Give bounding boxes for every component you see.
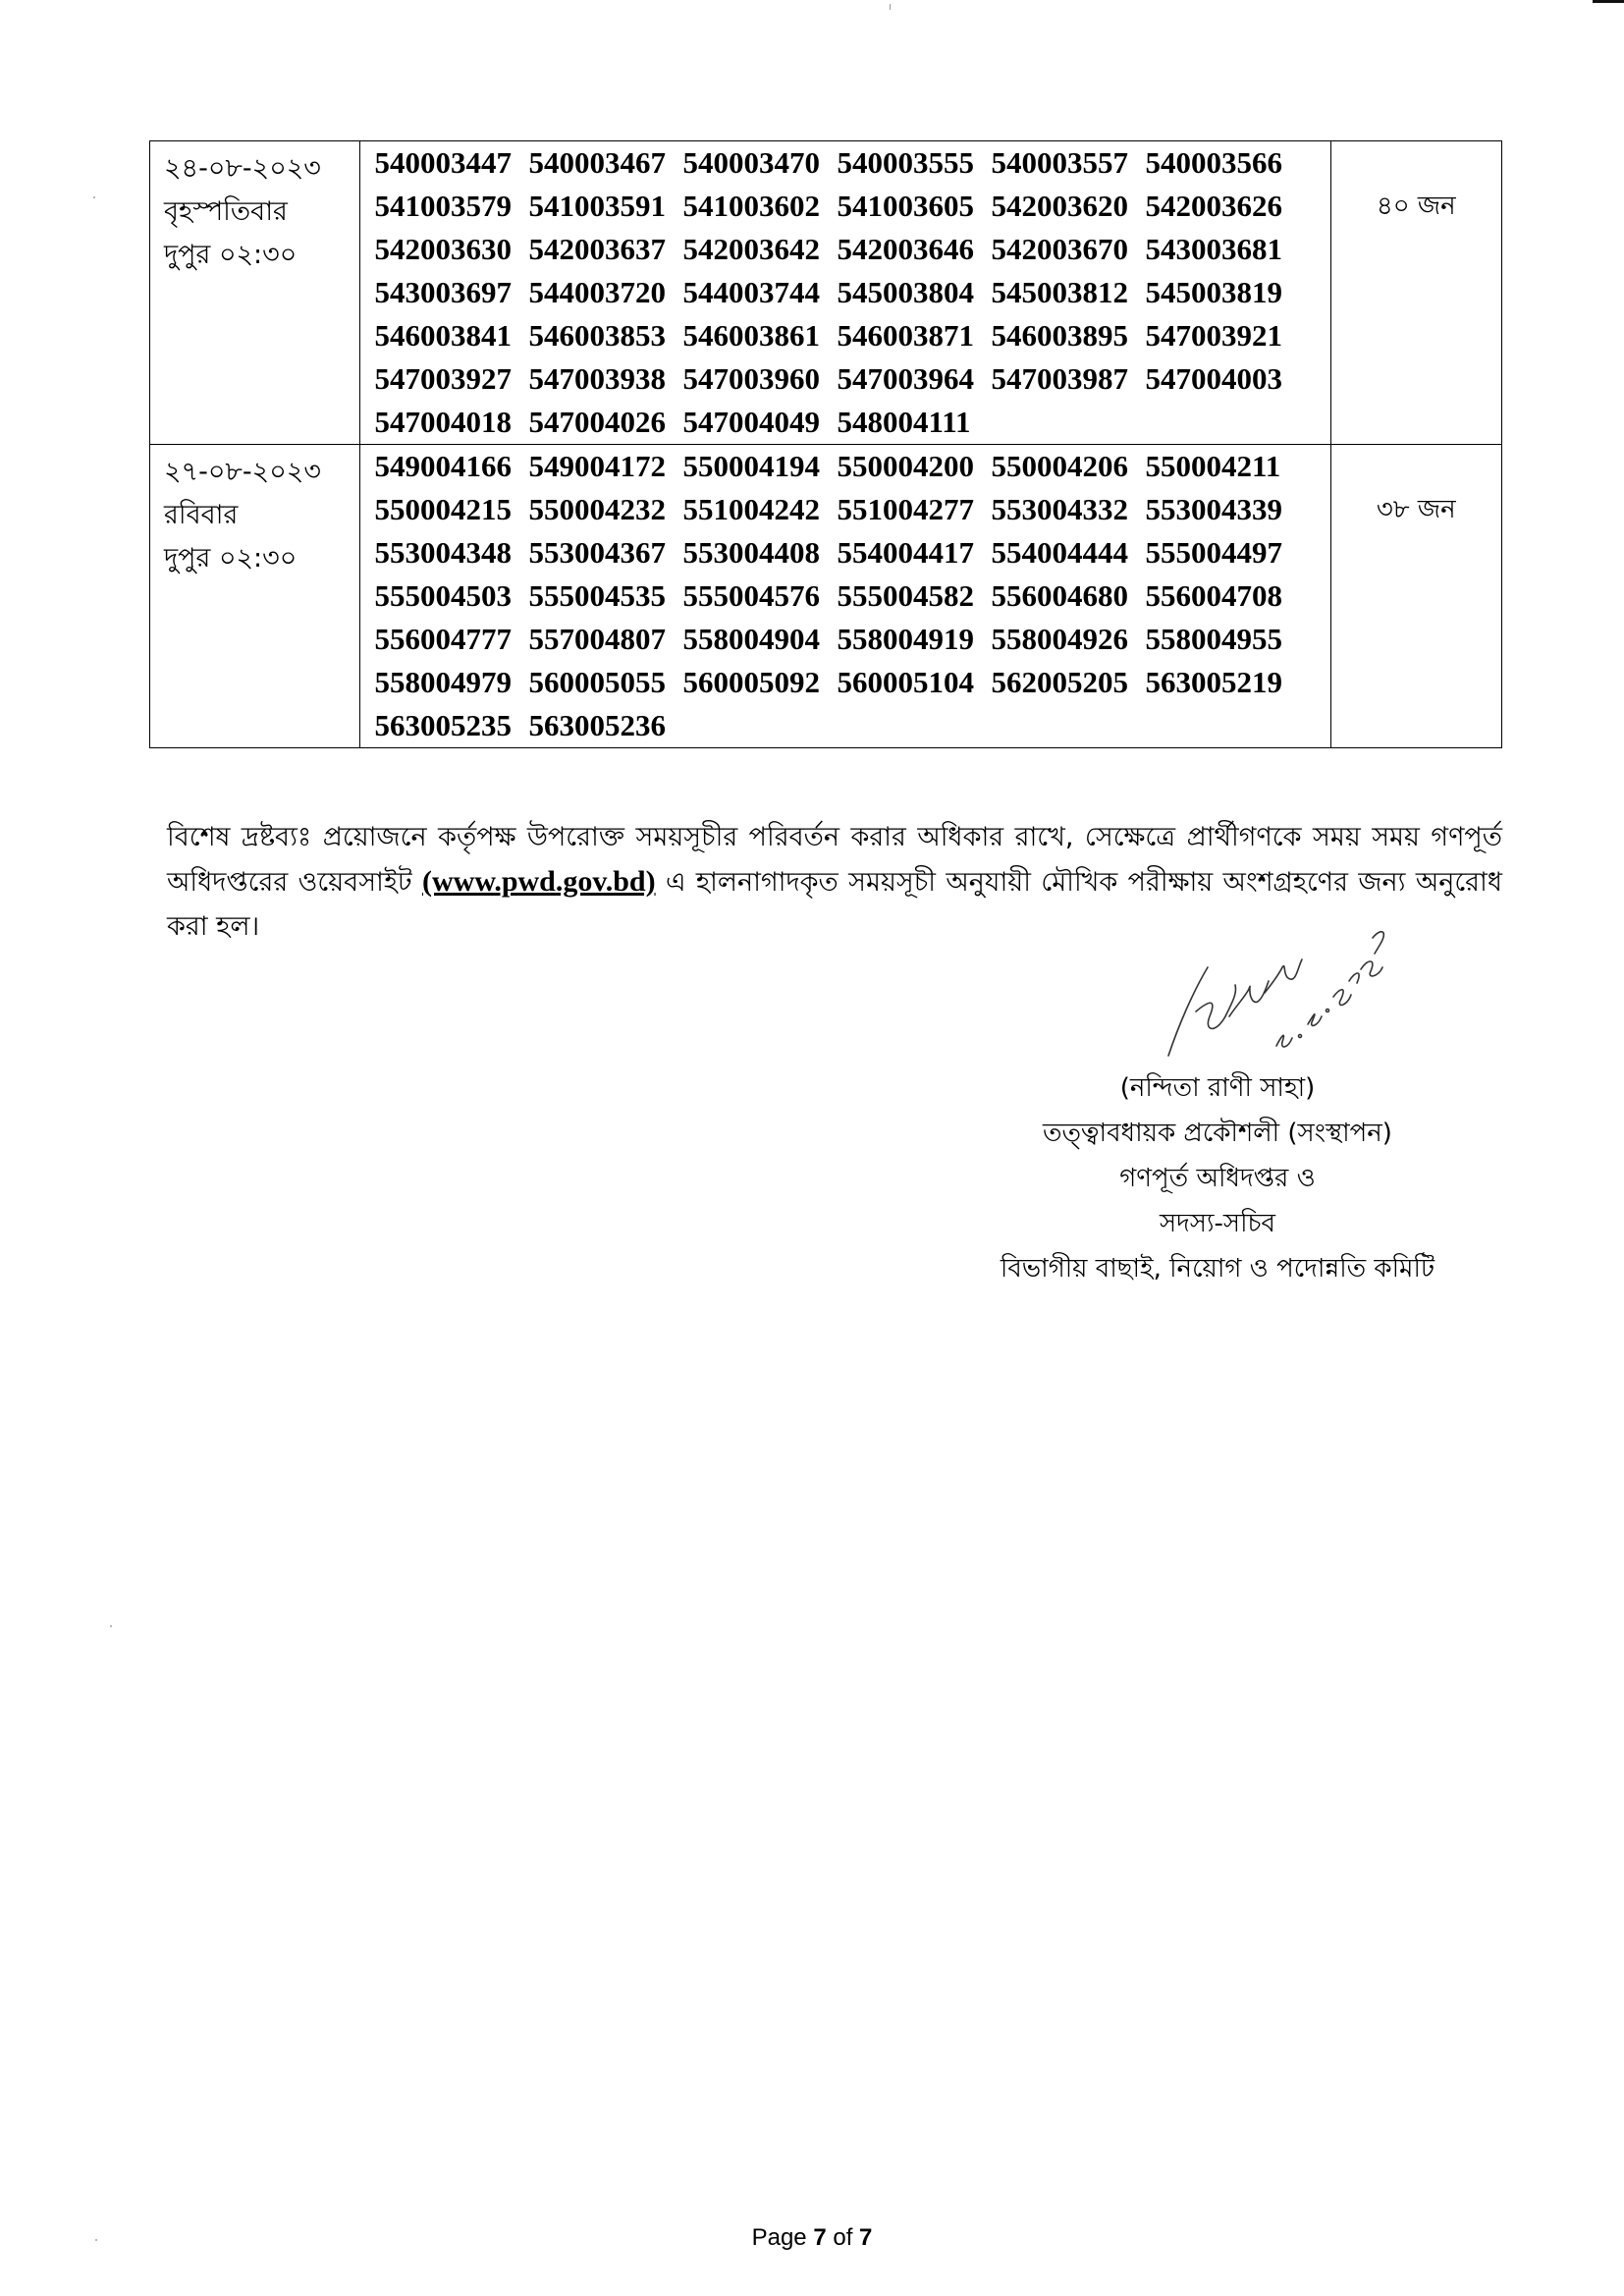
- roll-number: 563005219: [1145, 665, 1282, 699]
- roll-number: 542003626: [1145, 189, 1282, 223]
- roll-number-list: [374, 445, 1336, 747]
- roll-number: 546003853: [528, 318, 666, 353]
- roll-number: 546003861: [682, 318, 820, 353]
- roll-number: 545003804: [837, 275, 974, 309]
- roll-numbers-cell: [360, 141, 1330, 445]
- schedule-time: দুপুর ০২:৩০: [164, 543, 298, 574]
- roll-number: 553004408: [682, 535, 820, 570]
- roll-number: 540003555: [837, 145, 974, 180]
- roll-number: 553004339: [1145, 492, 1282, 526]
- roll-number: 557004807: [528, 622, 666, 656]
- roll-number: 550004194: [682, 449, 820, 483]
- roll-number: 545003819: [1145, 275, 1282, 309]
- roll-number: 543003681: [1145, 232, 1282, 266]
- roll-numbers-cell: [360, 445, 1330, 748]
- signatory-role: সদস্য-সচিব: [1159, 1209, 1276, 1238]
- roll-number: 542003642: [682, 232, 820, 266]
- roll-number: 560005104: [837, 665, 974, 699]
- roll-number: 540003566: [1145, 145, 1282, 180]
- signatory-designation: তত্ত্বাবধায়ক প্রকৌশলী (সংস্থাপন): [1043, 1119, 1392, 1148]
- scan-artifact: [110, 1625, 112, 1627]
- roll-number: 542003670: [991, 232, 1128, 266]
- roll-number: 554004417: [837, 535, 974, 570]
- signatory-office: গণপূর্ত অধিদপ্তর ও: [1119, 1164, 1316, 1193]
- schedule-day: রবিবার: [164, 500, 239, 530]
- roll-number: 542003646: [837, 232, 974, 266]
- roll-number: 558004979: [374, 665, 512, 699]
- roll-number: 541003605: [837, 189, 974, 223]
- roll-number: 550004206: [991, 449, 1128, 483]
- roll-number: 547004049: [682, 405, 820, 439]
- roll-number: 547004003: [1145, 361, 1282, 396]
- website-link[interactable]: (www.pwd.gov.bd): [422, 865, 656, 898]
- roll-number: 545003812: [991, 275, 1128, 309]
- page-footer: [0, 2223, 1624, 2253]
- roll-number: 548004111: [837, 405, 971, 439]
- schedule-row: [150, 445, 1502, 748]
- roll-number: 540003557: [991, 145, 1128, 180]
- signatory-block: [933, 1066, 1502, 1291]
- roll-number: 547003964: [837, 361, 974, 396]
- current-page-number: 7: [813, 2224, 827, 2251]
- roll-number: 549004172: [528, 449, 666, 483]
- roll-number: 547003987: [991, 361, 1128, 396]
- roll-number: 553004367: [528, 535, 666, 570]
- roll-number: 553004332: [991, 492, 1128, 526]
- roll-number: 542003630: [374, 232, 512, 266]
- roll-number: 547004018: [374, 405, 512, 439]
- schedule-time: দুপুর ০২:৩০: [164, 240, 298, 270]
- roll-number: 540003467: [528, 145, 666, 180]
- roll-number: 551004277: [837, 492, 974, 526]
- roll-number: 547003927: [374, 361, 512, 396]
- page-label: Page: [751, 2224, 807, 2251]
- roll-number: 555004535: [528, 578, 666, 613]
- schedule-day: বৃহস্পতিবার: [164, 196, 288, 227]
- handwritten-signature: [1139, 899, 1394, 1075]
- roll-number: 560005055: [528, 665, 666, 699]
- roll-number: 555004497: [1145, 535, 1282, 570]
- scan-artifact: [890, 4, 891, 10]
- candidate-count: ৩৮ জন: [1330, 445, 1501, 748]
- candidate-count: ৪০ জন: [1330, 141, 1501, 445]
- of-label: of: [833, 2224, 853, 2251]
- signatory-committee: বিভাগীয় বাছাই, নিয়োগ ও পদোন্নতি কমিটি: [1000, 1254, 1435, 1284]
- roll-number: 562005205: [991, 665, 1128, 699]
- interview-schedule-table: [149, 140, 1502, 748]
- roll-number: 563005236: [528, 708, 666, 742]
- schedule-date-cell: [150, 445, 360, 748]
- roll-number: 555004503: [374, 578, 512, 613]
- roll-number: 540003470: [682, 145, 820, 180]
- scan-artifact: [93, 196, 95, 198]
- roll-number-list: [374, 141, 1336, 444]
- roll-number: 550004211: [1145, 449, 1281, 483]
- total-page-count: 7: [859, 2224, 873, 2251]
- schedule-date: ২৭-০৮-২০২৩: [164, 457, 321, 487]
- roll-number: 542003637: [528, 232, 666, 266]
- roll-number: 550004200: [837, 449, 974, 483]
- roll-number: 541003602: [682, 189, 820, 223]
- schedule-date-cell: [150, 141, 360, 445]
- roll-number: 550004232: [528, 492, 666, 526]
- roll-number: 563005235: [374, 708, 512, 742]
- roll-number: 547003960: [682, 361, 820, 396]
- roll-number: 546003895: [991, 318, 1128, 353]
- note-text-continued: এ হালনাগাদকৃত সময়সূচী অনুযায়ী মৌখিক পরীক্ষায় অংশগ্রহণের জন্য অনুরোধ করা হল।: [167, 867, 1502, 942]
- roll-number: 555004582: [837, 578, 974, 613]
- roll-number: 547004026: [528, 405, 666, 439]
- roll-number: 540003447: [374, 145, 512, 180]
- note-text: বিশেষ দ্রষ্টব্যঃ প্রয়োজনে কর্তৃপক্ষ উপরোক্ত সময়সূচীর পরিবর্তন করার অধিকার রাখে, সেক্ষেত্রে প্রার্থীগণকে সময় সময় গণপূর্ত অধিদপ্তরের ওয়েবসাইট: [167, 822, 1502, 898]
- roll-number: 549004166: [374, 449, 512, 483]
- signatory-name: (নন্দিতা রাণী সাহা): [1119, 1073, 1316, 1103]
- roll-number: 544003744: [682, 275, 820, 309]
- roll-number: 556004777: [374, 622, 512, 656]
- roll-number: 558004904: [682, 622, 820, 656]
- roll-number: 543003697: [374, 275, 512, 309]
- roll-number: 553004348: [374, 535, 512, 570]
- schedule-date: ২৪-০৮-২০২৩: [164, 153, 321, 184]
- roll-number: 555004576: [682, 578, 820, 613]
- roll-number: 558004926: [991, 622, 1128, 656]
- roll-number: 541003591: [528, 189, 666, 223]
- roll-number: 554004444: [991, 535, 1128, 570]
- roll-number: 544003720: [528, 275, 666, 309]
- roll-number: 551004242: [682, 492, 820, 526]
- roll-number: 550004215: [374, 492, 512, 526]
- roll-number: 547003938: [528, 361, 666, 396]
- roll-number: 547003921: [1145, 318, 1282, 353]
- roll-number: 541003579: [374, 189, 512, 223]
- roll-number: 558004955: [1145, 622, 1282, 656]
- roll-number: 542003620: [991, 189, 1128, 223]
- roll-number: 546003841: [374, 318, 512, 353]
- roll-number: 546003871: [837, 318, 974, 353]
- roll-number: 560005092: [682, 665, 820, 699]
- roll-number: 556004680: [991, 578, 1128, 613]
- roll-number: 558004919: [837, 622, 974, 656]
- roll-number: 556004708: [1145, 578, 1282, 613]
- scan-artifact: [1593, 0, 1624, 3]
- schedule-row: [150, 141, 1502, 445]
